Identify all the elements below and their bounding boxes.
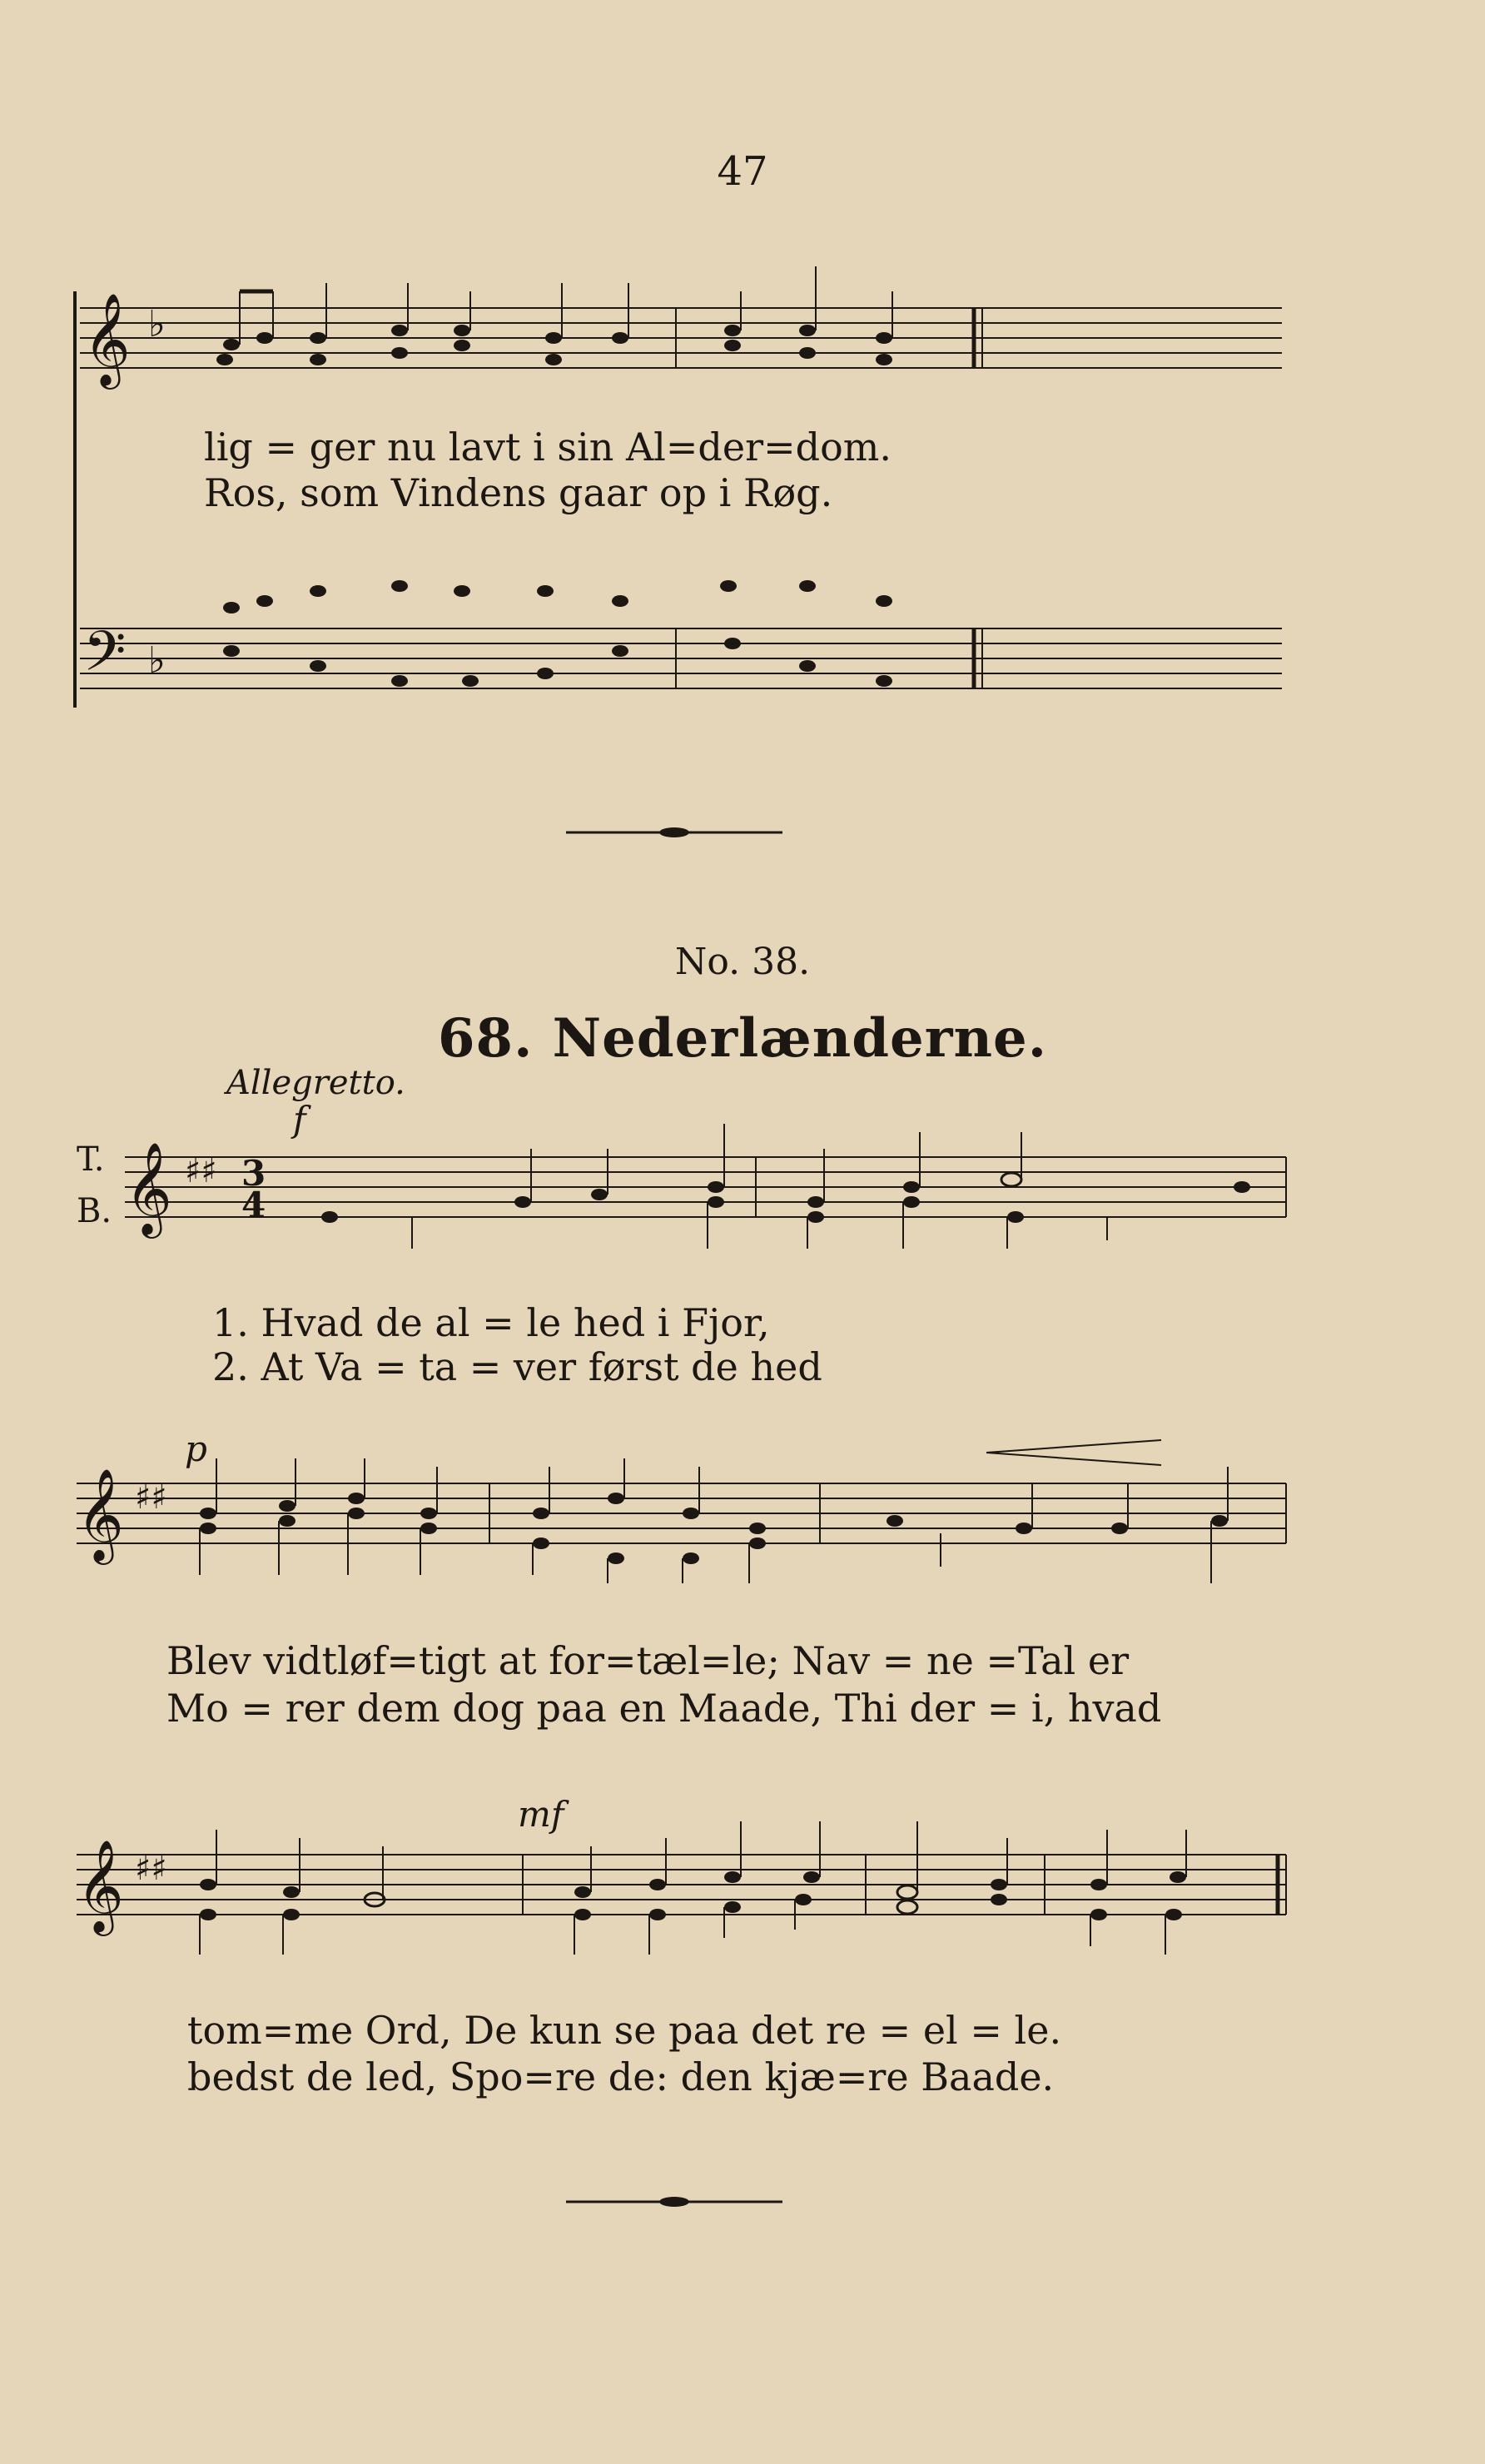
sharp-icon: ♯♯ [185,1152,217,1190]
treble-clef-icon: 𝄞 [125,1141,172,1234]
hymn-title: 68. Nederlænderne. [438,1007,1047,1070]
divider-ornament-bottom [566,2193,782,2210]
voice-label-tenor: T. [77,1140,105,1179]
bass-clef-icon: 𝄢 [83,619,127,697]
crescendo-hairpin [0,1436,1485,1469]
divider-ornament [566,824,782,841]
treble-clef-icon: 𝄞 [77,1839,124,1932]
hymn-lyrics-system-1-line-2: 2. At Va = ta = ver først de hed [212,1344,822,1389]
hymn-lyrics-system-2-line-1: Blev vidtløf=tigt at for=tæl=le; Nav = ne =Tal er [166,1638,1130,1683]
time-signature-top: 3 [241,1153,266,1194]
staff-treble-top [0,292,1485,400]
time-signature-bottom: 4 [241,1185,266,1225]
staff-bass-top [0,583,1485,724]
lyrics-line-2: Ros, som Vindens gaar op i Røg. [204,470,833,515]
voice-label-bass: B. [77,1192,112,1230]
sharp-icon: ♯♯ [135,1478,167,1517]
hymn-lyrics-system-3-line-1: tom=me Ord, De kun se paa det re = el = le. [187,2008,1062,2053]
lyrics-line-1: lig = ger nu lavt i sin Al=der=dom. [204,425,892,469]
treble-clef-icon: 𝄞 [77,1468,124,1561]
dynamic-forte: f [293,1099,306,1140]
sharp-icon: ♯♯ [135,1850,167,1888]
hymn-lyrics-system-3-line-2: bedst de led, Spo=re de: den kjæ=re Baade. [187,2054,1055,2099]
treble-clef-icon: 𝄞 [83,292,131,385]
hymn-lyrics-system-2-line-2: Mo = rer dem dog paa en Maade, Thi der = i, hvad [166,1686,1162,1731]
hymn-number-label: No. 38. [674,941,811,983]
flat-icon: ♭ [148,303,166,345]
tempo-marking: Allegretto. [226,1064,405,1102]
staff-system-3 [0,1839,1485,1946]
page-number: 47 [717,148,768,195]
hymn-lyrics-system-1-line-1: 1. Hvad de al = le hed i Fjor, [212,1300,770,1345]
flat-icon: ♭ [148,639,166,682]
dynamic-piano: p [185,1428,207,1469]
staff-system-2 [0,1468,1485,1575]
staff-system-1 [0,1141,1485,1249]
dynamic-mezzo-forte: mf [518,1794,564,1835]
